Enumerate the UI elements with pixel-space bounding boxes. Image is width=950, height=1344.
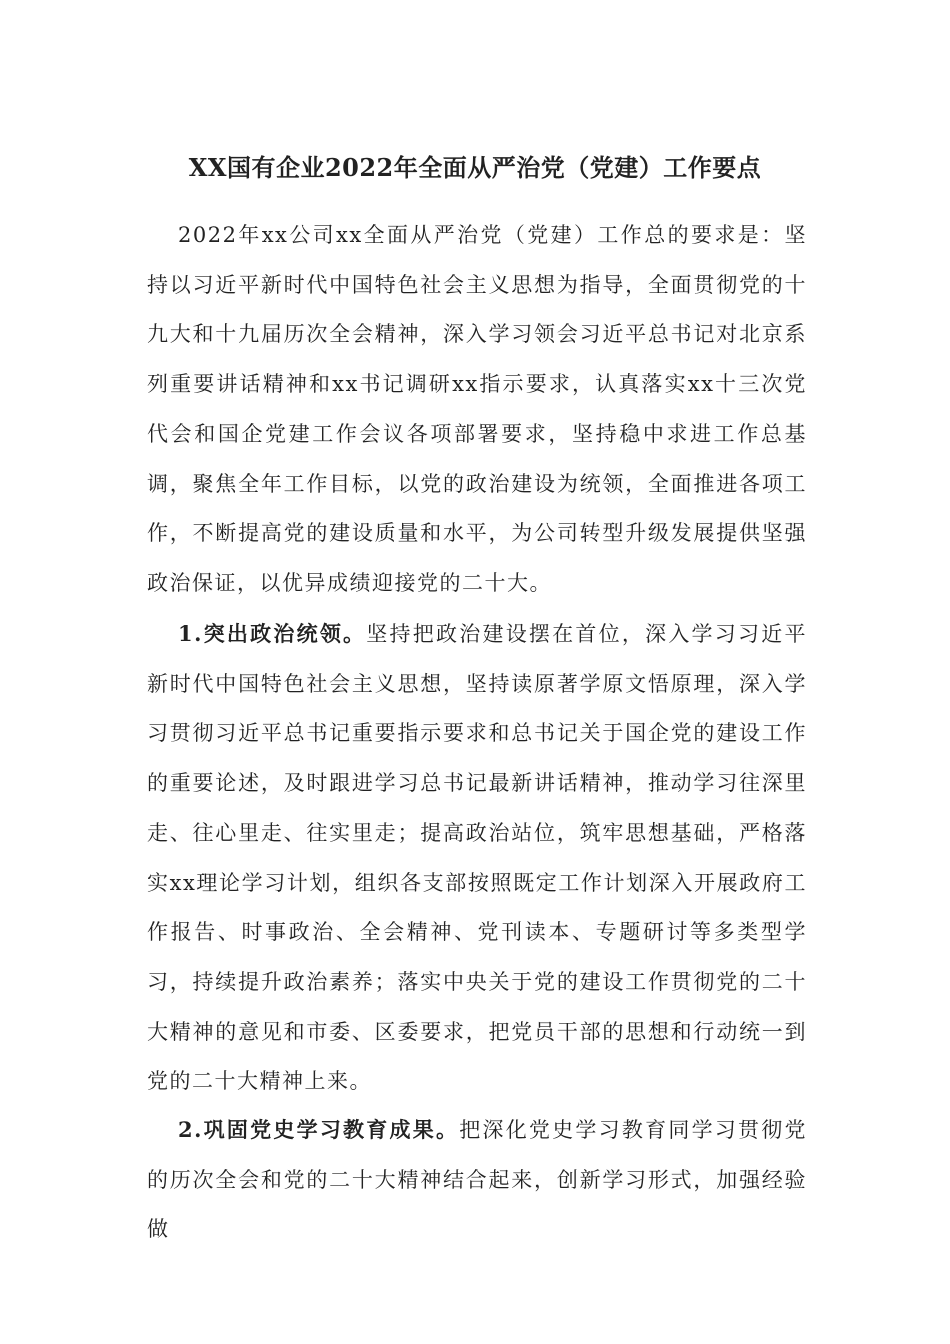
intro-paragraph: 2022年xx公司xx全面从严治党（党建）工作总的要求是：坚持以习近平新时代中国特色社会主义思想为指导，全面贯彻党的十九大和十九届历次全会精神，深入学习领会习近平总书记对北京系列重要讲话精神和xx书记调研xx指示要求，认真落实xx十三次党代会和国企党建工作会议各项部署要求，坚持稳中求进工作总基调，聚焦全年工作目标，以党的政治建设为统领，全面推进各项工作，不断提高党的建设质量和水平，为公司转型升级发展提供坚强政治保证，以优异成绩迎接党的二十大。	[147, 223, 807, 595]
item-1-paragraph	[147, 609, 807, 1107]
item-1-heading: 1.突出政治统领。	[178, 621, 367, 646]
item-2-paragraph	[147, 1105, 807, 1255]
item-2-body: 把深化党史学习教育同学习贯彻党的历次全会和党的二十大精神结合起来，创新学习形式，加强经验做	[147, 1118, 808, 1242]
document-title: XX国有企业2022年全面从严治党（党建）工作要点	[188, 153, 762, 182]
item-2-heading: 2.巩固党史学习教育成果。	[178, 1117, 460, 1142]
item-1-body: 坚持把政治建设摆在首位，深入学习习近平新时代中国特色社会主义思想，坚持读原著学原文悟原理，深入学习贯彻习近平总书记重要指示要求和总书记关于国企党的建设工作的重要论述，及时跟进学习总书记最新讲话精神，推动学习往深里走、往心里走、往实里走；提高政治站位，筑牢思想基础，严格落实xx理论学习计划，组织各支部按照既定工作计划深入开展政府工作报告、时事政治、全会精神、党刊读本、专题研讨等多类型学习，持续提升政治素养；落实中央关于党的建设工作贯彻党的二十大精神的意见和市委、区委要求，把党员干部的思想和行动统一到党的二十大精神上来。	[147, 622, 807, 1094]
